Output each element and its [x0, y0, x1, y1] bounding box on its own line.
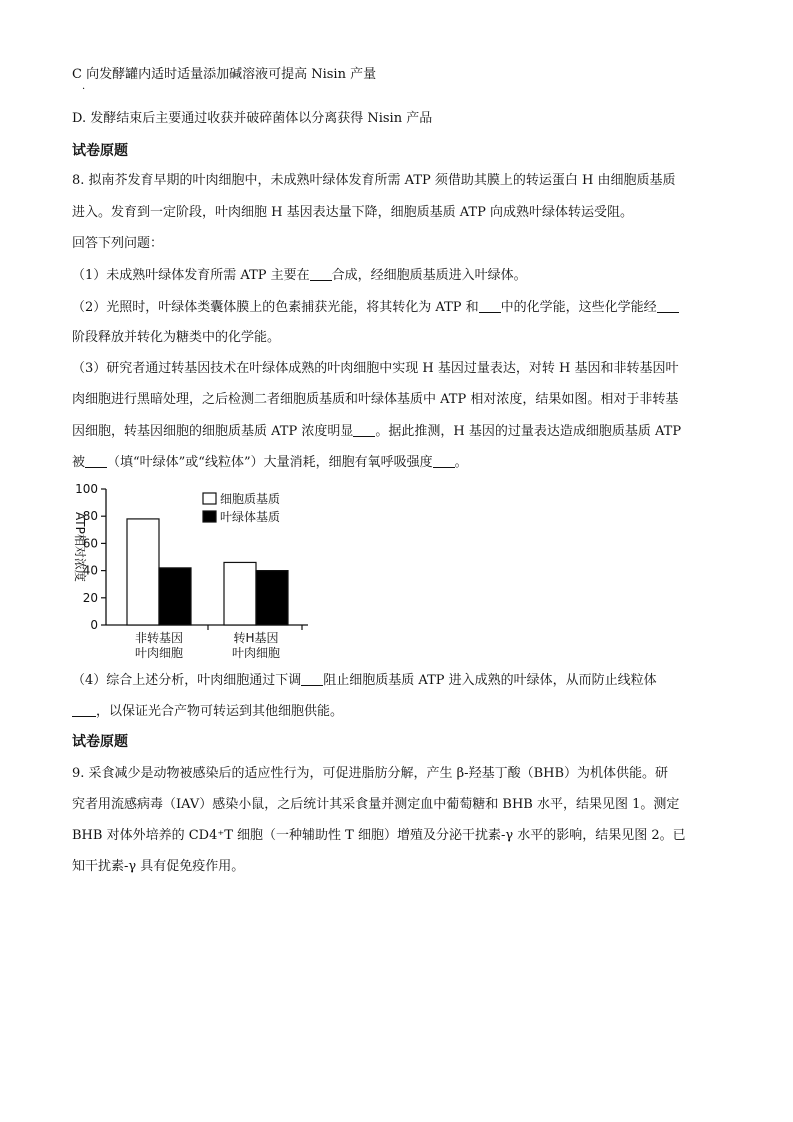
q8-p3-text-c2: 。据此推测，H 基因的过量表达造成细胞质基质 ATP [375, 424, 682, 439]
answer-blank[interactable] [301, 671, 323, 686]
legend-label-cytoplasm: 细胞质基质 [220, 492, 281, 506]
q9-line-2: 究者用流感病毒（IAV）感染小鼠，之后统计其采食量并测定血中葡萄糖和 BHB 水平，结果见图 1。测定 [72, 797, 680, 812]
answer-blank[interactable] [310, 266, 332, 281]
atp-bar-chart [70, 480, 330, 665]
section-heading-1: 试卷原题 [72, 143, 128, 159]
q8-p2-text-a: （2）光照时，叶绿体类囊体膜上的色素捕获光能，将其转化为 ATP 和 [72, 300, 479, 315]
q8-prompt: 回答下列问题： [72, 236, 164, 251]
y-tick-label: 20 [82, 590, 98, 605]
y-tick-label: 60 [82, 536, 98, 551]
stray-dot: · [82, 84, 86, 95]
q8-part-3-line-3 [72, 422, 681, 441]
answer-blank[interactable] [479, 298, 501, 313]
answer-blank[interactable] [72, 702, 96, 717]
bar-chloroplast [159, 568, 191, 625]
q9-line-3: BHB 对体外培养的 CD4⁺T 细胞（一种辅助性 T 细胞）增殖及分泌干扰素-γ 水平的影响，结果见图 2。已 [72, 828, 686, 843]
q8-part-4-line-1 [72, 671, 657, 690]
q9-line-4: 知干扰素-γ 具有促免疫作用。 [72, 859, 245, 874]
section-heading-2: 试卷原题 [72, 734, 128, 750]
q8-p4-text-a1: （4）综合上述分析，叶肉细胞通过下调 [72, 673, 302, 688]
option-c: C 向发酵罐内适时适量添加碱溶液可提高 Nisin 产量 [72, 67, 377, 82]
bar-cytoplasm [127, 519, 159, 625]
q8-part-2-cont: 阶段释放并转化为糖类中的化学能。 [72, 330, 281, 345]
q8-p3-text-d1: 被 [72, 455, 86, 470]
bar-cytoplasm [224, 562, 256, 625]
answer-blank[interactable] [657, 298, 679, 313]
q8-p4-text-b: ，以保证光合产物可转运到其他细胞供能。 [96, 704, 344, 719]
q8-stem-line-1: 8. 拟南芥发育早期的叶肉细胞中，未成熟叶绿体发育所需 ATP 须借助其膜上的转运蛋白 H 由细胞质基质 [72, 173, 676, 188]
answer-blank[interactable] [353, 422, 375, 437]
y-tick-label: 0 [90, 618, 98, 632]
y-tick-label: 40 [82, 563, 98, 578]
q8-p3-text-c1: 因细胞，转基因细胞的细胞质基质 ATP 浓度明显 [72, 424, 354, 439]
q8-stem-line-2: 进入。发育到一定阶段，叶肉细胞 H 基因表达量下降，细胞质基质 ATP 向成熟叶绿体转运受阻。 [72, 205, 633, 220]
q8-p1-text-a: （1）未成熟叶绿体发育所需 ATP 主要在 [72, 268, 310, 283]
q8-part-3-line-1: （3）研究者通过转基因技术在叶绿体成熟的叶肉细胞中实现 H 基因过量表达，对转 H 基因和非转基因叶 [72, 361, 679, 376]
answer-blank[interactable] [85, 453, 107, 468]
answer-blank[interactable] [433, 453, 455, 468]
legend-swatch-chloroplast [203, 511, 216, 522]
q8-part-3-line-4 [72, 453, 468, 472]
q8-part-2 [72, 298, 679, 317]
y-axis-label: ATP相对浓度 [73, 512, 87, 582]
q8-p1-text-b: 合成，经细胞质基质进入叶绿体。 [331, 268, 527, 283]
q8-part-4-line-2 [72, 702, 343, 721]
q8-part-1 [72, 266, 527, 285]
x-category-label: 叶肉细胞 [231, 646, 281, 660]
q8-p3-text-d2: （填“叶绿体”或“线粒体”）大量消耗，细胞有氧呼吸强度 [107, 455, 433, 470]
x-category-label: 叶肉细胞 [134, 646, 184, 660]
option-d: D. 发酵结束后主要通过收获并破碎菌体以分离获得 Nisin 产品 [72, 111, 433, 126]
q8-p2-text-b: 中的化学能，这些化学能经 [500, 300, 657, 315]
chart-legend [203, 491, 280, 524]
q9-line-1: 9. 采食减少是动物被感染后的适应性行为，可促进脂肪分解，产生 β-羟基丁酸（BHB）为机体供能。研 [72, 766, 669, 781]
legend-swatch-cytoplasm [203, 493, 216, 504]
x-category-label: 非转基因 [134, 631, 184, 645]
bar-chloroplast [256, 571, 288, 625]
y-tick-label: 80 [82, 509, 98, 524]
legend-label-chloroplast: 叶绿体基质 [220, 510, 281, 524]
q8-p3-text-d3: 。 [454, 455, 468, 470]
x-category-label: 转H基因 [233, 631, 279, 645]
q8-p4-text-a2: 阻止细胞质基质 ATP 进入成熟的叶绿体，从而防止线粒体 [323, 673, 657, 688]
q8-part-3-line-2: 肉细胞进行黑暗处理，之后检测二者细胞质基质和叶绿体基质中 ATP 相对浓度，结果如图。相对于非转基 [72, 392, 679, 407]
chart-plot-area [75, 482, 308, 660]
y-tick-label: 100 [75, 482, 98, 496]
